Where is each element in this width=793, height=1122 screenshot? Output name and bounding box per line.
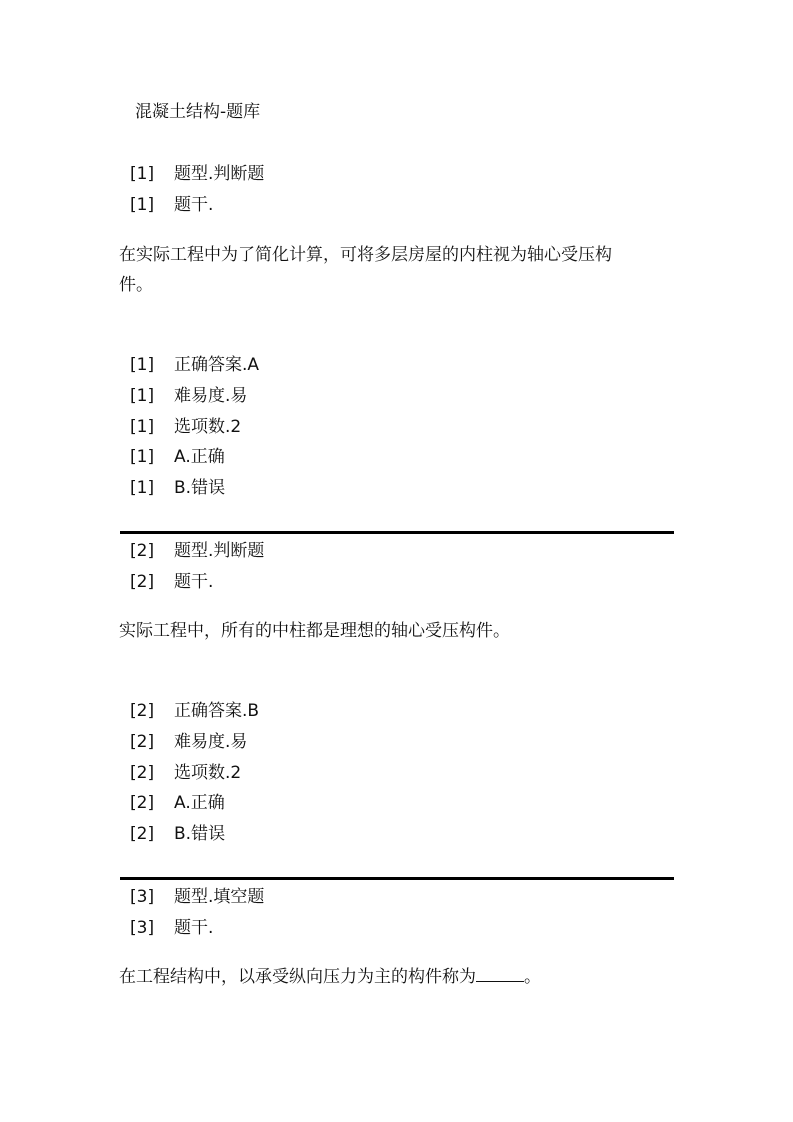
q1-type: 题型.判断题	[174, 164, 265, 184]
q2-stem	[119, 616, 679, 646]
q3-stem-end: 。	[524, 967, 541, 987]
q2-option-count: 选项数.2	[174, 763, 242, 783]
q3-type-line	[130, 886, 264, 908]
q1-index: [1]	[130, 164, 155, 184]
q3-index: [3]	[130, 918, 155, 938]
q1-index: [1]	[130, 417, 155, 437]
q2-difficulty-line	[130, 731, 247, 753]
q2-index: [2]	[130, 763, 155, 783]
q1-answer: 正确答案.A	[174, 355, 260, 375]
q3-stem-label: 题干.	[174, 918, 214, 938]
q1-stem-label-line	[130, 194, 213, 216]
q3-type: 题型.填空题	[174, 887, 265, 907]
q1-index: [1]	[130, 447, 155, 467]
q2-type: 题型.判断题	[174, 541, 265, 561]
q1-option-a-line	[130, 446, 225, 468]
q1-stem-line2: 件。	[119, 275, 153, 295]
q1-option-a: A.正确	[174, 447, 225, 467]
fill-in-blank	[476, 963, 524, 982]
q2-option-b-line	[130, 823, 225, 845]
q1-index: [1]	[130, 195, 155, 215]
q2-type-line	[130, 540, 264, 562]
q3-stem-label-line	[130, 917, 213, 939]
q2-index: [2]	[130, 824, 155, 844]
q2-option-b: B.错误	[174, 824, 226, 844]
q3-stem	[119, 962, 679, 992]
q2-index: [2]	[130, 572, 155, 592]
q2-index: [2]	[130, 701, 155, 721]
q1-stem-label: 题干.	[174, 195, 214, 215]
q2-option-a: A.正确	[174, 793, 225, 813]
q2-answer-line	[130, 700, 259, 722]
q2-option-a-line	[130, 792, 225, 814]
q1-index: [1]	[130, 355, 155, 375]
q2-option-count-line	[130, 762, 241, 784]
question-divider	[120, 877, 674, 880]
document-title: 混凝土结构-题库	[135, 102, 261, 122]
q3-stem-text: 在工程结构中，以承受纵向压力为主的构件称为	[119, 967, 476, 987]
q3-index: [3]	[130, 887, 155, 907]
q1-index: [1]	[130, 478, 155, 498]
q1-difficulty-line	[130, 385, 247, 407]
q2-stem-label: 题干.	[174, 572, 214, 592]
q1-option-b-line	[130, 477, 225, 499]
q2-answer: 正确答案.B	[174, 701, 260, 721]
q2-index: [2]	[130, 793, 155, 813]
q1-index: [1]	[130, 386, 155, 406]
q1-type-line	[130, 163, 264, 185]
q1-option-count-line	[130, 416, 241, 438]
q2-stem-label-line	[130, 571, 213, 593]
q2-stem-line1: 实际工程中，所有的中柱都是理想的轴心受压构件。	[119, 621, 510, 641]
q1-option-count: 选项数.2	[174, 417, 242, 437]
q1-stem-line1: 在实际工程中为了简化计算，可将多层房屋的内柱视为轴心受压构	[119, 245, 612, 265]
q1-answer-line	[130, 354, 259, 376]
question-divider	[120, 531, 674, 534]
q1-difficulty: 难易度.易	[174, 386, 248, 406]
q2-difficulty: 难易度.易	[174, 732, 248, 752]
q1-option-b: B.错误	[174, 478, 226, 498]
q2-index: [2]	[130, 541, 155, 561]
q1-stem	[119, 240, 679, 300]
q2-index: [2]	[130, 732, 155, 752]
